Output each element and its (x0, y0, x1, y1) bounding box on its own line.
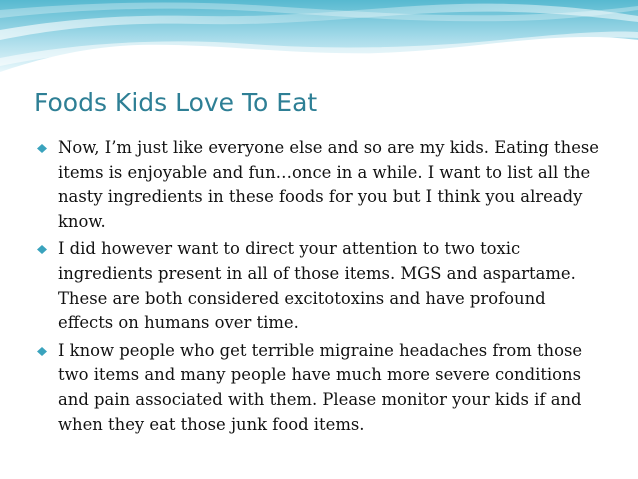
bullet-text: I know people who get terrible migraine headaches from those two items and many people have much more severe conditions and pain associated with them. Please monitor your kids if and when they eat those junk food items. (58, 340, 583, 434)
bullet-text: Now, I’m just like everyone else and so are my kids. Eating these items is enjoyable and fun…once in a while. I want to list all the nasty ingredients in these foods for you but I think you already know. (58, 138, 600, 231)
bullet-list (36, 136, 606, 440)
bullet-item (36, 136, 606, 234)
header-wave-decoration (0, 0, 638, 78)
bullet-item (36, 339, 606, 437)
diamond-bullet-icon (37, 144, 47, 153)
diamond-bullet-icon (37, 347, 47, 356)
bullet-item (36, 237, 606, 335)
bullet-text: I did however want to direct your attention to two toxic ingredients present in all of those items. MGS and aspartame. These are both considered excitotoxins and have profound effects on humans over time. (58, 239, 576, 333)
slide-title: Foods Kids Love To Eat (34, 88, 318, 117)
diamond-bullet-icon (37, 245, 47, 254)
